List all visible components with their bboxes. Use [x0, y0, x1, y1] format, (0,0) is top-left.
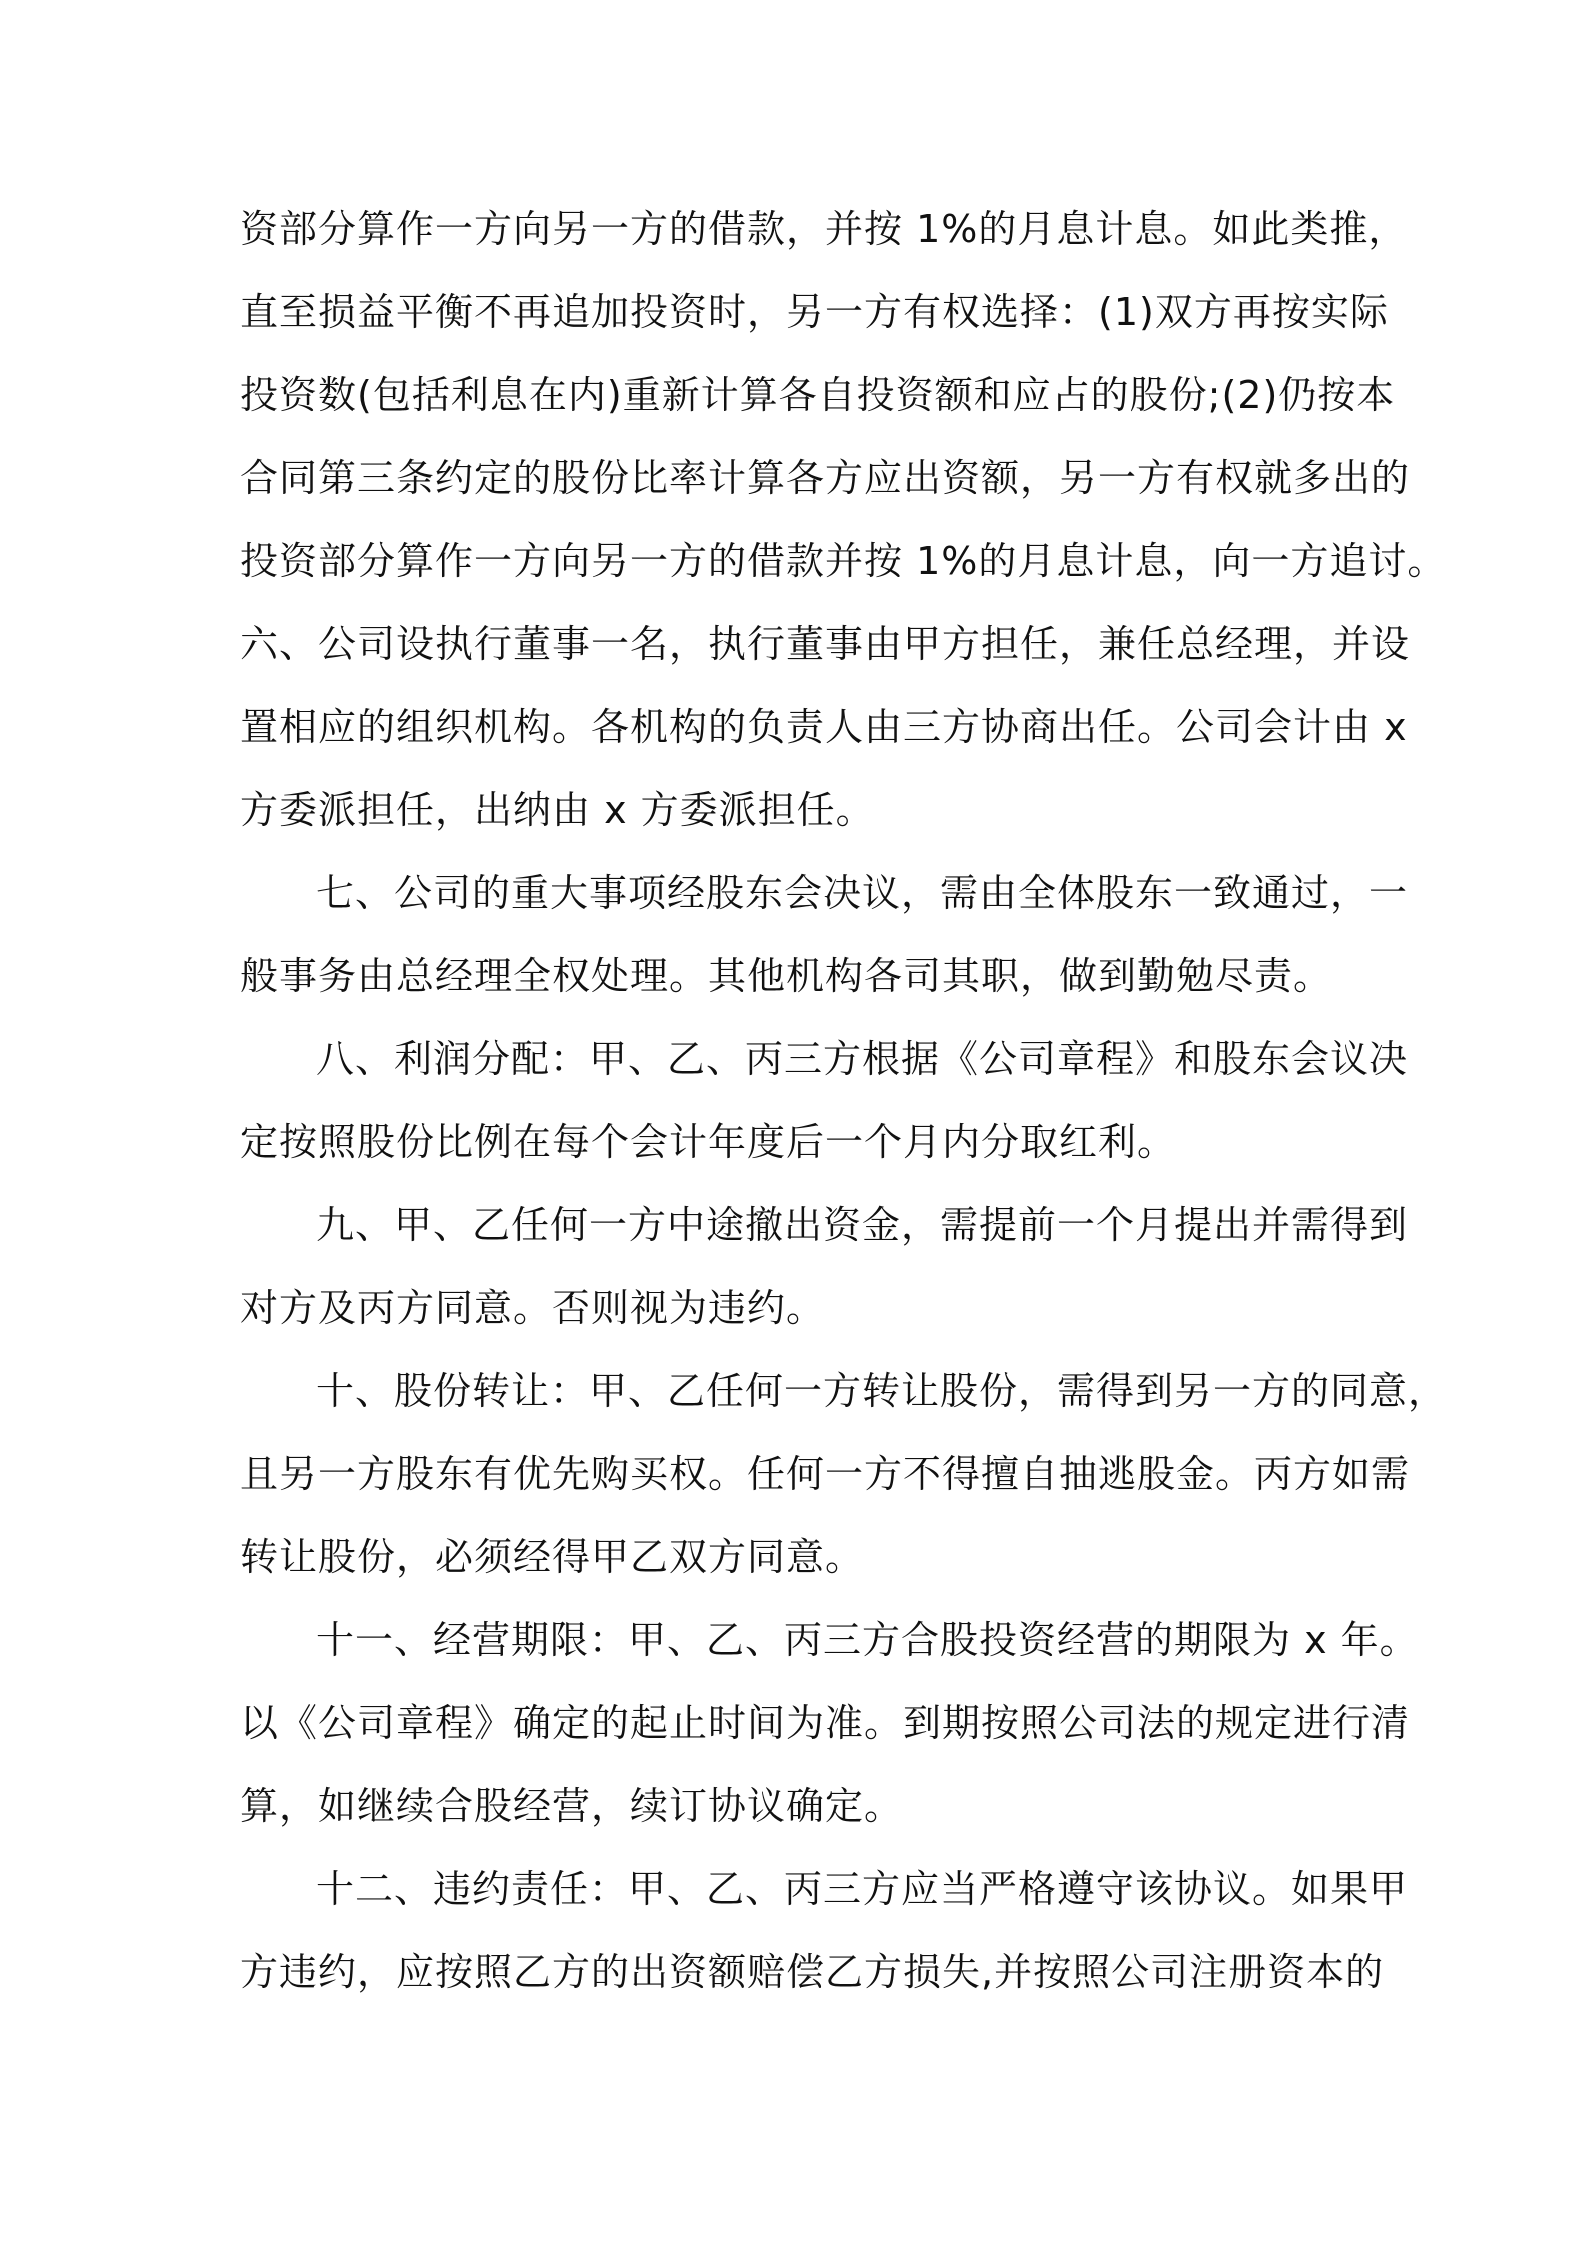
- text-line: 十、股份转让：甲、乙任何一方转让股份，需得到另一方的同意，: [316, 1369, 1448, 1413]
- text-line: 投资部分算作一方向另一方的借款并按 1%的月息计息，向一方追讨。: [240, 539, 1447, 583]
- text-line: 般事务由总经理全权处理。其他机构各司其职，做到勤勉尽责。: [240, 954, 1333, 998]
- text-line: 七、公司的重大事项经股东会决议，需由全体股东一致通过，一: [316, 871, 1409, 915]
- text-line: 八、利润分配：甲、乙、丙三方根据《公司章程》和股东会议决: [316, 1037, 1409, 1081]
- text-line: 直至损益平衡不再追加投资时，另一方有权选择：(1)双方再按实际: [240, 290, 1389, 334]
- text-line: 定按照股份比例在每个会计年度后一个月内分取红利。: [240, 1120, 1177, 1164]
- text-line: 九、甲、乙任何一方中途撤出资金，需提前一个月提出并需得到: [316, 1203, 1409, 1247]
- text-line: 十二、违约责任：甲、乙、丙三方应当严格遵守该协议。如果甲: [316, 1867, 1409, 1911]
- text-line: 十一、经营期限：甲、乙、丙三方合股投资经营的期限为 x 年。: [316, 1618, 1419, 1662]
- text-line: 且另一方股东有优先购买权。任何一方不得擅自抽逃股金。丙方如需: [240, 1452, 1411, 1496]
- text-line: 转让股份，必须经得甲乙双方同意。: [240, 1535, 865, 1579]
- text-line: 对方及丙方同意。否则视为违约。: [240, 1286, 826, 1330]
- text-line: 以《公司章程》确定的起止时间为准。到期按照公司法的规定进行清: [240, 1701, 1411, 1745]
- text-line: 投资数(包括利息在内)重新计算各自投资额和应占的股份;(2)仍按本: [240, 373, 1396, 417]
- text-line: 置相应的组织机构。各机构的负责人由三方协商出任。公司会计由 x: [240, 705, 1408, 749]
- text-line: 方违约，应按照乙方的出资额赔偿乙方损失,并按照公司注册资本的: [240, 1950, 1385, 1994]
- text-line: 算，如继续合股经营，续订协议确定。: [240, 1784, 904, 1828]
- text-line: 六、公司设执行董事一名，执行董事由甲方担任，兼任总经理，并设: [240, 622, 1411, 666]
- text-line: 方委派担任，出纳由 x 方委派担任。: [240, 788, 875, 832]
- text-line: 合同第三条约定的股份比率计算各方应出资额，另一方有权就多出的: [240, 456, 1411, 500]
- text-line: 资部分算作一方向另一方的借款，并按 1%的月息计息。如此类推，: [240, 207, 1408, 251]
- document-body: [240, 188, 1448, 2014]
